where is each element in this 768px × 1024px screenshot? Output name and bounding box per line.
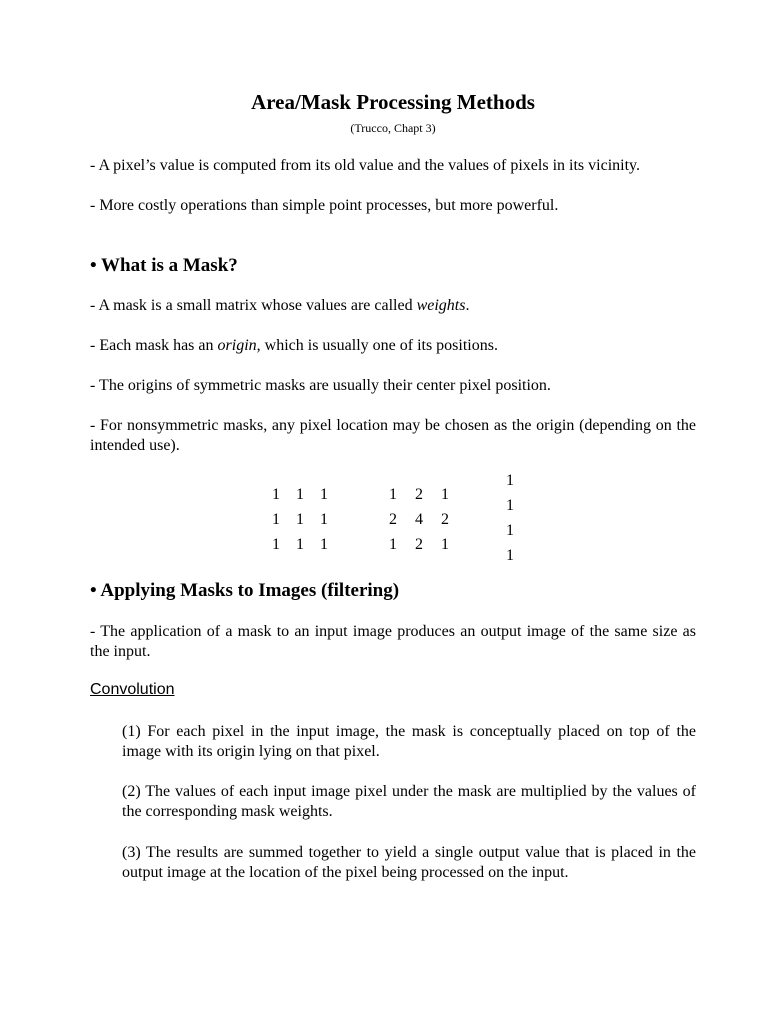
mask-cell: 2 xyxy=(389,511,397,528)
box-mask-matrix xyxy=(270,486,350,556)
mask-cell: 1 xyxy=(320,511,328,528)
subheading-convolution: Convolution xyxy=(90,681,175,698)
mask-cell: 1 xyxy=(296,486,304,503)
mask-cell: 1 xyxy=(296,511,304,528)
mask-cell: 4 xyxy=(415,511,423,528)
mask-cell: 1 xyxy=(506,522,514,539)
mask-cell: 1 xyxy=(506,547,514,564)
mask-cell: 1 xyxy=(272,511,280,528)
section-heading-applying-masks: • Applying Masks to Images (filtering) xyxy=(90,580,400,601)
mask-cell: 1 xyxy=(506,497,514,514)
convolution-step-2: (2) The values of each input image pixel under the mask are multiplied by the values of the corresponding mask weights. xyxy=(122,783,696,820)
intro-paragraph-1: - A pixel’s value is computed from its old value and the values of pixels in its vicinity. xyxy=(90,157,640,174)
intro-paragraph-2: - More costly operations than simple point processes, but more powerful. xyxy=(90,197,559,214)
mask-cell: 1 xyxy=(441,486,449,503)
page-title: Area/Mask Processing Methods xyxy=(251,90,535,114)
weighted-mask-matrix xyxy=(387,486,467,556)
section-heading-mask: • What is a Mask? xyxy=(90,255,238,276)
text-segment: - A mask is a small matrix whose values are called xyxy=(90,297,417,314)
mask-origin-paragraph xyxy=(90,336,696,356)
convolution-step-1: (1) For each pixel in the input image, the mask is conceptually placed on top of the image with its origin lying on that pixel. xyxy=(122,723,696,760)
mask-cell: 1 xyxy=(389,486,397,503)
page-subtitle: (Trucco, Chapt 3) xyxy=(350,121,436,135)
column-mask-matrix xyxy=(504,472,518,568)
symmetric-origin-paragraph: - The origins of symmetric masks are usually their center pixel position. xyxy=(90,377,551,394)
mask-cell: 1 xyxy=(272,536,280,553)
emphasis-weights: weights xyxy=(416,297,466,314)
emphasis-origin: origin xyxy=(217,337,257,354)
convolution-step-3: (3) The results are summed together to yield a single output value that is placed in the output image at the location of the pixel being processed on the input. xyxy=(122,844,696,881)
mask-cell: 1 xyxy=(296,536,304,553)
application-paragraph: - The application of a mask to an input image produces an output image of the same size as the input. xyxy=(90,623,696,660)
mask-cell: 1 xyxy=(389,536,397,553)
mask-cell: 1 xyxy=(320,536,328,553)
mask-cell: 1 xyxy=(272,486,280,503)
text-segment: , which is usually one of its positions. xyxy=(256,337,498,354)
mask-cell: 1 xyxy=(506,472,514,489)
mask-cell: 2 xyxy=(441,511,449,528)
nonsymmetric-origin-paragraph: - For nonsymmetric masks, any pixel location may be chosen as the origin (depending on the intended use). xyxy=(90,417,696,454)
text-segment: . xyxy=(465,297,470,314)
mask-definition-paragraph xyxy=(90,296,696,316)
mask-cell: 1 xyxy=(320,486,328,503)
mask-cell: 2 xyxy=(415,486,423,503)
mask-cell: 2 xyxy=(415,536,423,553)
mask-cell: 1 xyxy=(441,536,449,553)
text-segment: - Each mask has an xyxy=(90,337,218,354)
